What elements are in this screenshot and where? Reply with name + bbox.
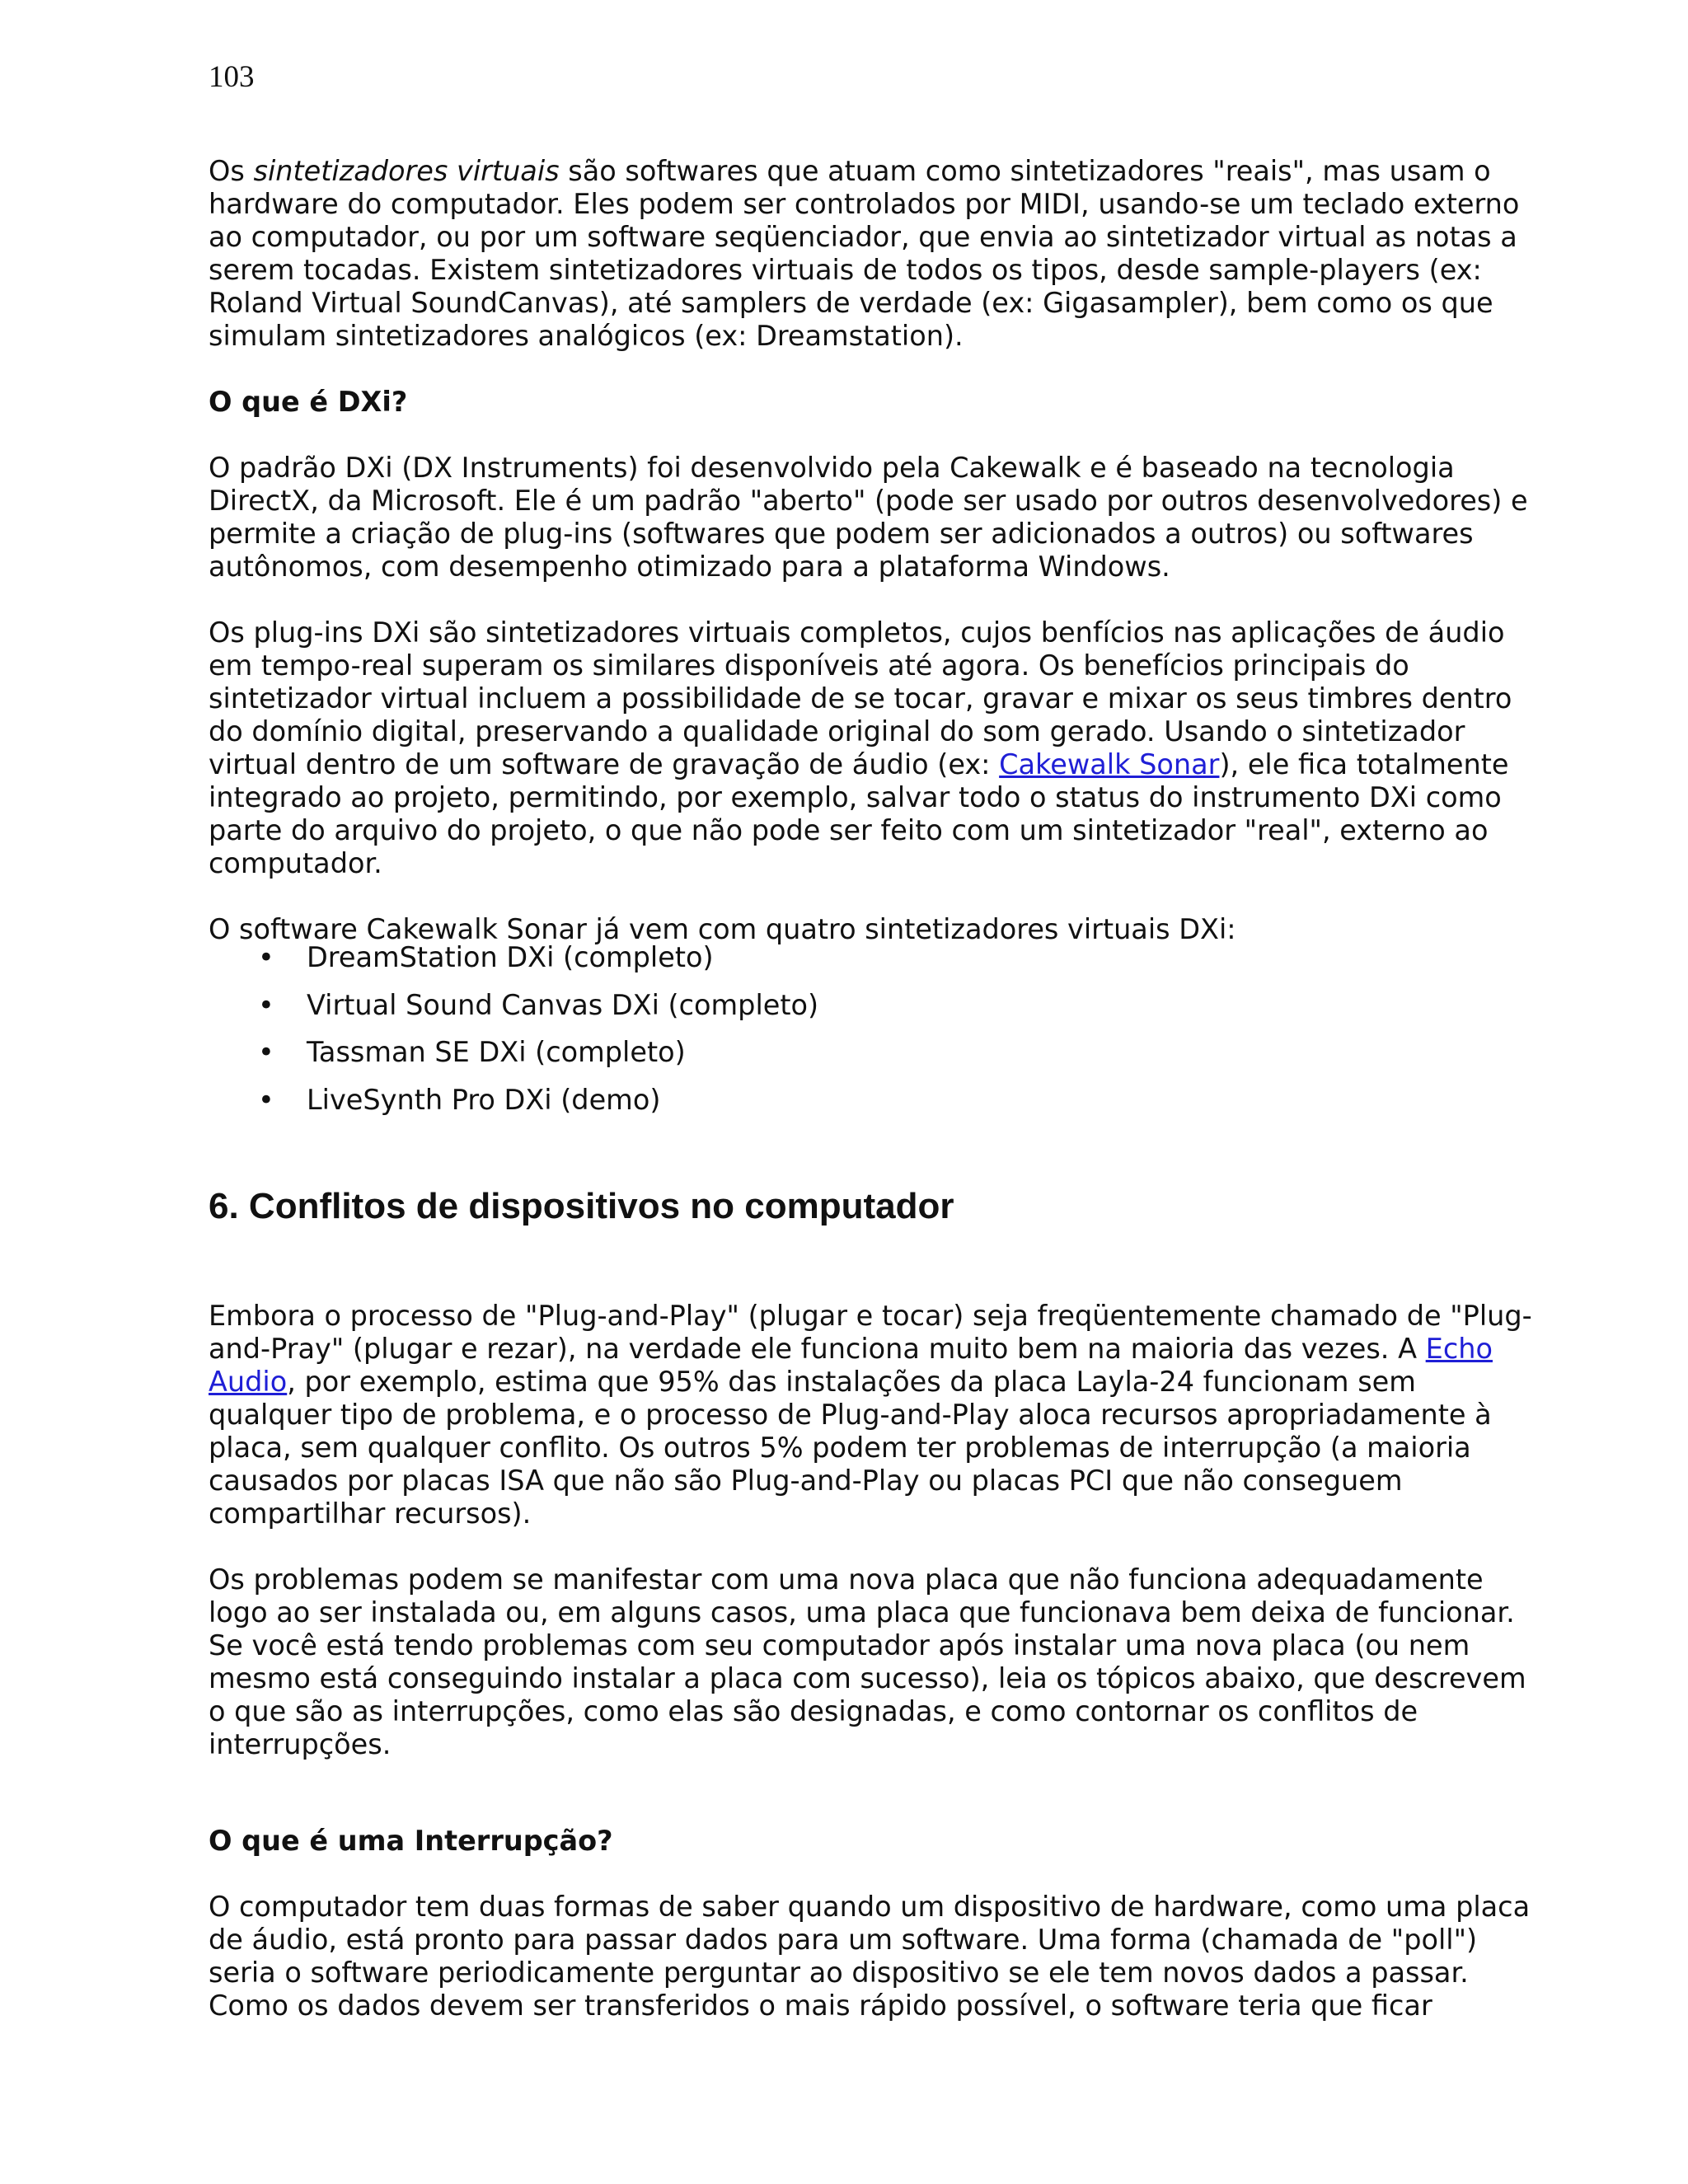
list-item xyxy=(209,1084,1544,1117)
intro-paragraph xyxy=(209,155,1544,353)
dxi-paragraph-3: O software Cakewalk Sonar já vem com quatro sintetizadores virtuais DXi: xyxy=(209,913,1236,945)
dxi-paragraph-2 xyxy=(209,616,1544,880)
dxi-paragraph-1: O padrão DXi (DX Instruments) foi desenvolvido pela Cakewalk e é baseado na tecnologia DirectX, da Microsoft. Ele é um padrão "aberto" (pode ser usado por outros desenvolvedores) e permite a criação de plug-ins (softwares que podem ser adicionados a outros) ou softwares autônomos, com desempenho otimizado para a plataforma Windows. xyxy=(209,452,1528,583)
cakewalk-sonar-link[interactable]: Cakewalk Sonar xyxy=(999,748,1220,780)
bullet-icon: • xyxy=(258,988,274,1021)
page-content xyxy=(209,155,1544,2055)
intro-text: são softwares que atuam como sintetizadores "reais", mas usam o hardware do computador. Eles podem ser controlados por MIDI, usando-se um teclado externo ao computador, ou por um software seqüenciador, que envia ao sintetizador virtual as notas a serem tocadas. Existem sintetizadores virtuais de todos os tipos, desde sample-players (ex: Roland Virtual SoundCanvas), até samplers de verdade (ex: Gigasampler), bem como os que simulam sintetizadores analógicos (ex: Dreamstation). xyxy=(209,155,1520,352)
interrupt-heading: O que é uma Interrupção? xyxy=(209,1824,613,1857)
echo-audio-link[interactable]: Echo Audio xyxy=(209,1332,1493,1398)
intro-emphasis: sintetizadores virtuais xyxy=(253,155,560,187)
interrupt-paragraph-1: O computador tem duas formas de saber quando um dispositivo de hardware, como uma placa de áudio, está pronto para passar dados para um software. Uma forma (chamada de "poll") seria o software periodicamente perguntar ao dispositivo se ele tem novos dados a passar. Como os dados devem ser transferidos o mais rápido possível, o software teria que ficar xyxy=(209,1890,1531,2022)
list-item-text: Virtual Sound Canvas DXi (completo) xyxy=(307,988,819,1021)
list-item-text: Tassman SE DXi (completo) xyxy=(307,1036,686,1068)
bullet-icon: • xyxy=(258,1036,274,1068)
list-item xyxy=(209,941,1544,974)
section-6-paragraph-1 xyxy=(209,1300,1544,1530)
list-item xyxy=(209,989,1544,1022)
list-item-text: DreamStation DXi (completo) xyxy=(307,941,714,973)
dxi-paragraph-2-text-b: ), ele fica totalmente integrado ao projeto, permitindo, por exemplo, salvar todo o status do instrumento DXi como parte do arquivo do projeto, o que não pode ser feito com um sintetizador "real", externo ao computador. xyxy=(209,748,1509,879)
bullet-icon: • xyxy=(258,1083,274,1116)
intro-prefix: Os xyxy=(209,155,254,187)
section-6-paragraph-1-text-b: , por exemplo, estima que 95% das instalações da placa Layla-24 funcionam sem qualquer tipo de problema, e o processo de Plug-and-Play aloca recursos apropriadamente à placa, sem qualquer conflito. Os outros 5% podem ter problemas de interrupção (a maioria causados por placas ISA que não são Plug-and-Play ou placas PCI que não conseguem compartilhar recursos). xyxy=(209,1365,1492,1530)
dxi-heading: O que é DXi? xyxy=(209,386,408,418)
section-6-title: 6. Conflitos de dispositivos no computador xyxy=(209,1185,954,1226)
section-6-paragraph-2: Os problemas podem se manifestar com uma nova placa que não funciona adequadamente logo ao ser instalada ou, em alguns casos, uma placa que funcionava bem deixa de funcionar. Se você está tendo problemas com seu computador após instalar uma nova placa (ou nem mesmo está conseguindo instalar a placa com sucesso), leia os tópicos abaixo, que descrevem o que são as interrupções, como elas são designadas, e como contornar os conflitos de interrupções. xyxy=(209,1563,1526,1760)
section-6-paragraph-1-text-a: Embora o processo de "Plug-and-Play" (plugar e tocar) seja freqüentemente chamado de "Plug-and-Pray" (plugar e rezar), na verdade ele funciona muito bem na maioria das vezes. A xyxy=(209,1299,1532,1365)
list-item-text: LiveSynth Pro DXi (demo) xyxy=(307,1083,661,1116)
dxi-synth-list xyxy=(209,941,1544,1117)
page-number: 103 xyxy=(209,60,255,94)
dxi-paragraph-2-text-a: Os plug-ins DXi são sintetizadores virtuais completos, cujos benfícios nas aplicações de áudio em tempo-real superam os similares disponíveis até agora. Os benefícios principais do sintetizador virtual incluem a possibilidade de se tocar, gravar e mixar os seus timbres dentro do domínio digital, preservando a qualidade original do som gerado. Usando o sintetizador virtual dentro de um software de gravação de áudio (ex: xyxy=(209,616,1512,780)
list-item xyxy=(209,1036,1544,1069)
bullet-icon: • xyxy=(258,941,274,973)
